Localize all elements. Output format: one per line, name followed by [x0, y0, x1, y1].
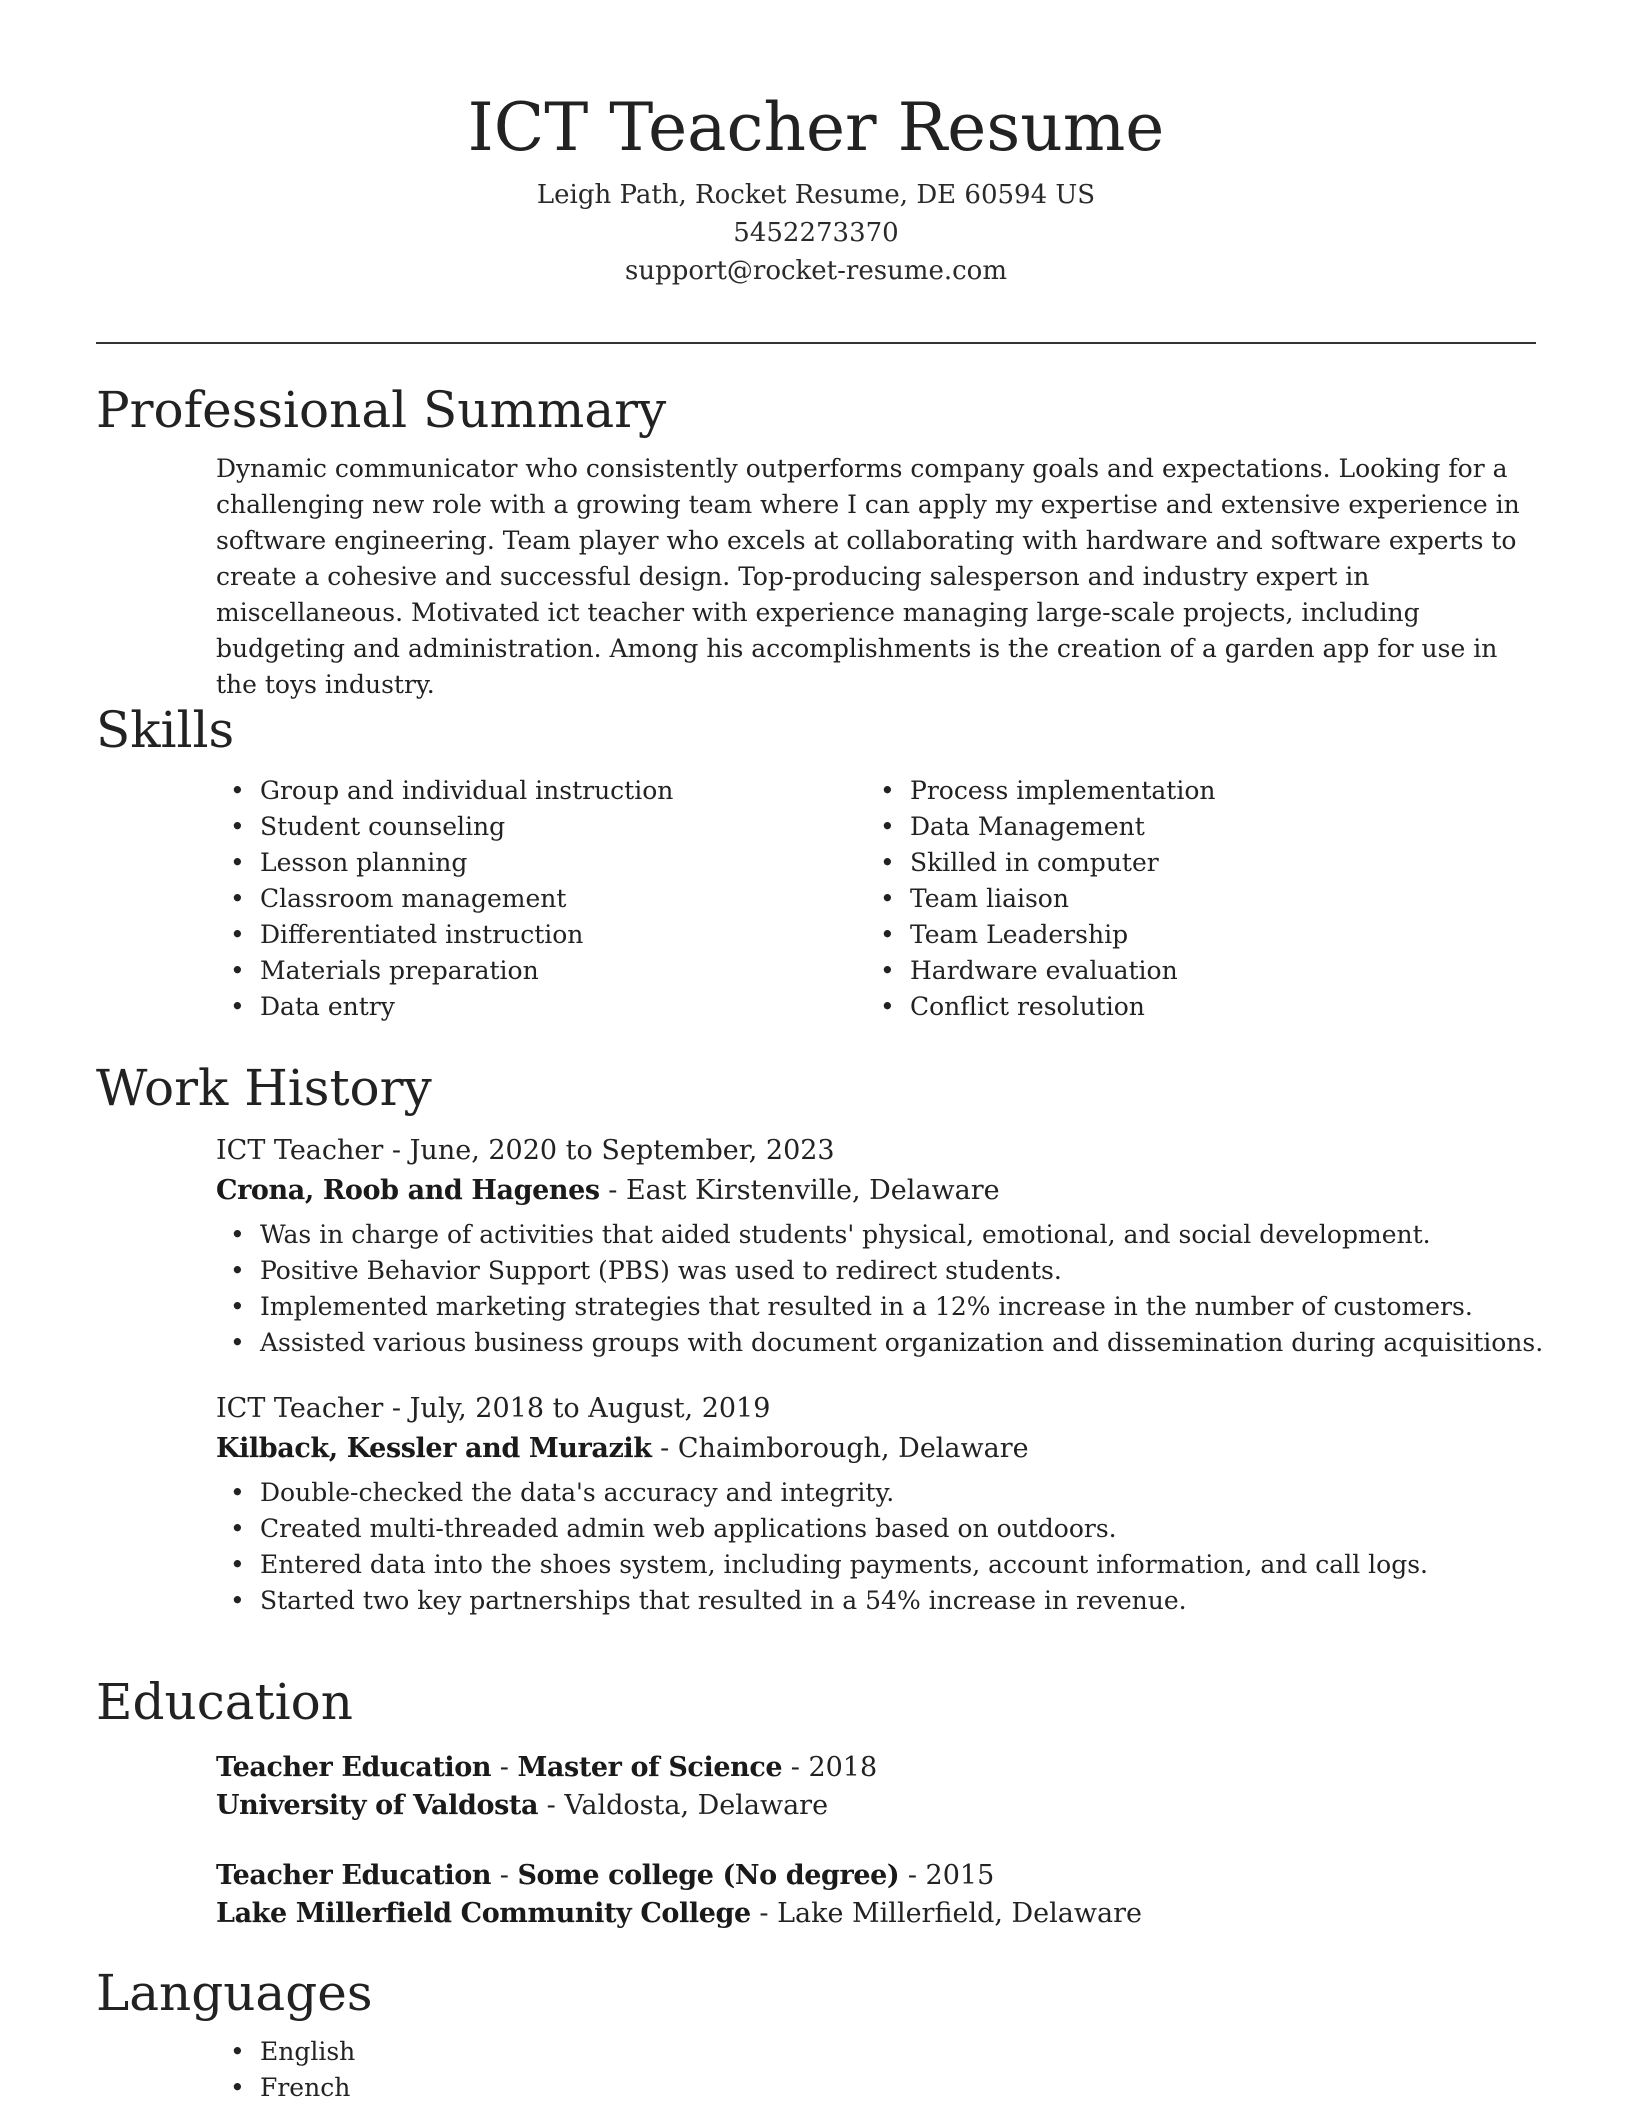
skill-item: • Team Leadership [866, 917, 1516, 953]
job-title: ICT Teacher [216, 1135, 384, 1166]
languages-list [216, 2034, 1536, 2106]
languages-heading: Languages [96, 1964, 373, 2022]
education-school: Lake Millerfield Community College [216, 1898, 751, 1929]
contact-phone: 5452273370 [733, 218, 899, 248]
education-school: University of Valdosta [216, 1790, 539, 1821]
job-location: East Kirstenville, Delaware [625, 1175, 1000, 1206]
education-location: Lake Millerfield, Delaware [777, 1898, 1142, 1929]
job-bullets [216, 1475, 1536, 1619]
job-title-line [216, 1389, 1536, 1429]
education-school-line [216, 1895, 1536, 1933]
separator: - [491, 1752, 518, 1783]
separator: - [538, 1790, 565, 1821]
job-location: Chaimborough, Delaware [677, 1433, 1029, 1464]
skill-item: • Student counseling [216, 809, 866, 845]
job-entry [216, 1131, 1544, 1361]
skills-list-right [866, 773, 1516, 1025]
skill-item: • Conflict resolution [866, 989, 1516, 1025]
skill-item: • Data entry [216, 989, 866, 1025]
job-dates: July, 2018 to August, 2019 [409, 1393, 771, 1424]
skill-item: • Differentiated instruction [216, 917, 866, 953]
job-dates: June, 2020 to September, 2023 [409, 1135, 835, 1166]
skills-heading: Skills [96, 701, 235, 759]
job-bullet: • Positive Behavior Support (PBS) was used to redirect students. [216, 1253, 1536, 1289]
education-school-line [216, 1787, 1536, 1825]
separator: - [599, 1175, 626, 1206]
skill-item: • Process implementation [866, 773, 1516, 809]
resume-title: ICT Teacher Resume [467, 89, 1165, 166]
education-heading: Education [96, 1673, 353, 1731]
resume-header [96, 80, 1536, 290]
education-field: Teacher Education [216, 1752, 492, 1783]
summary-section [96, 375, 1536, 703]
job-title-line [216, 1131, 1536, 1171]
skill-item: • Data Management [866, 809, 1516, 845]
job-bullet: • Was in charge of activities that aided students' physical, emotional, and social development. [216, 1217, 1536, 1253]
language-item: • French [216, 2070, 1536, 2106]
header-divider [96, 342, 1536, 344]
separator: - [383, 1393, 410, 1424]
skill-item: • Skilled in computer [866, 845, 1516, 881]
skill-item: • Group and individual instruction [216, 773, 866, 809]
contact-address: Leigh Path, Rocket Resume, DE 60594 US [536, 180, 1096, 210]
work-section [96, 1053, 1544, 1619]
skill-item: • Hardware evaluation [866, 953, 1516, 989]
summary-heading: Professional Summary [96, 381, 667, 439]
skills-list-left [216, 773, 866, 1025]
separator: - [782, 1752, 809, 1783]
separator: - [383, 1135, 410, 1166]
job-title: ICT Teacher [216, 1393, 384, 1424]
separator: - [899, 1860, 926, 1891]
separator: - [651, 1433, 678, 1464]
job-company: Kilback, Kessler and Murazik [216, 1433, 652, 1464]
job-entry [216, 1389, 1536, 1619]
job-bullet: • Created multi-threaded admin web applications based on outdoors. [216, 1511, 1536, 1547]
job-bullet: • Entered data into the shoes system, including payments, account information, and call logs. [216, 1547, 1536, 1583]
education-year: 2015 [925, 1860, 995, 1891]
job-company-line [216, 1171, 1536, 1211]
education-degree-line [216, 1749, 1536, 1787]
education-entry [216, 1749, 1536, 1825]
education-section [96, 1667, 1536, 1933]
skill-item: • Classroom management [216, 881, 866, 917]
skill-item: • Lesson planning [216, 845, 866, 881]
job-bullets [216, 1217, 1544, 1361]
job-bullet: • Started two key partnerships that resulted in a 54% increase in revenue. [216, 1583, 1536, 1619]
skill-item: • Team liaison [866, 881, 1516, 917]
education-degree: Master of Science [517, 1752, 783, 1783]
contact-email: support@rocket-resume.com [624, 256, 1007, 286]
job-bullet: • Implemented marketing strategies that resulted in a 12% increase in the number of customers. [216, 1289, 1536, 1325]
job-company: Crona, Roob and Hagenes [216, 1175, 600, 1206]
skills-grid [216, 773, 1536, 1025]
job-bullet: • Double-checked the data's accuracy and integrity. [216, 1475, 1536, 1511]
education-location: Valdosta, Delaware [564, 1790, 829, 1821]
education-field: Teacher Education [216, 1860, 492, 1891]
skill-item: • Materials preparation [216, 953, 866, 989]
summary-text: Dynamic communicator who consistently outperforms company goals and expectations. Looking for a challenging new role with a growing team where I can apply my expertise and extensive experience in software engineering. Team player who excels at collaborating with hardware and software experts to create a cohesive and successful design. Top-producing salesperson and industry expert in miscellaneous. Motivated ict teacher with experience managing large-scale projects, including budgeting and administration. Among his accomplishments is the creation of a garden app for use in the toys industry. [216, 454, 1520, 699]
job-company-line [216, 1429, 1536, 1469]
language-item: • English [216, 2034, 1536, 2070]
separator: - [491, 1860, 518, 1891]
education-entry [216, 1857, 1536, 1933]
education-degree: Some college (No degree) [517, 1860, 900, 1891]
education-degree-line [216, 1857, 1536, 1895]
languages-section [96, 1958, 1536, 2106]
separator: - [750, 1898, 778, 1929]
education-year: 2018 [808, 1752, 878, 1783]
job-bullet: • Assisted various business groups with document organization and dissemination during acquisitions. [216, 1325, 1536, 1361]
work-heading: Work History [96, 1059, 432, 1117]
skills-section [96, 695, 1536, 1025]
